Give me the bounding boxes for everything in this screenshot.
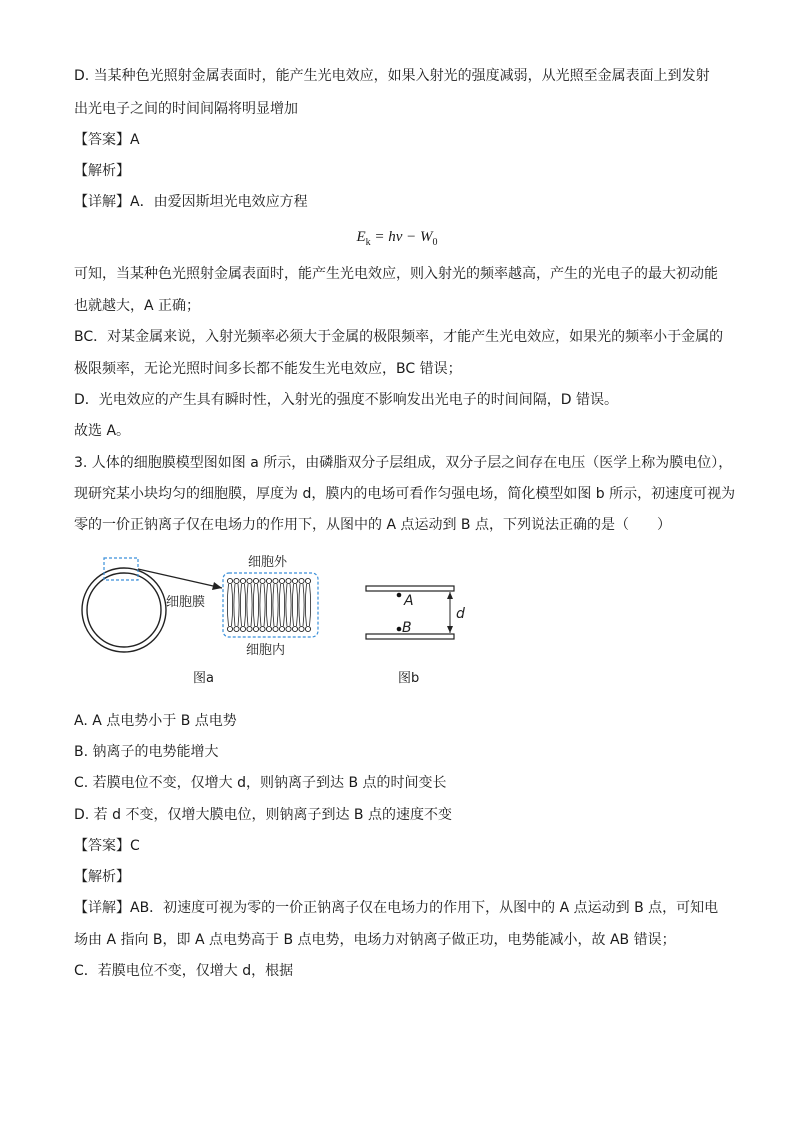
text-line: D. 当某种色光照射金属表面时，能产生光电效应，如果入射光的强度减弱，从光照至金属表面上到发射 [74, 68, 710, 84]
lipid-head [266, 578, 271, 583]
text-line: 故选 A。 [74, 423, 131, 439]
option-b: B. 钠离子的电势能增大 [74, 744, 219, 760]
lipid-head [247, 578, 252, 583]
lipid-tail [234, 584, 239, 626]
lipid-tail [260, 584, 265, 626]
point-b-label: B [402, 620, 412, 636]
lipid-head [266, 626, 271, 631]
figure-a [78, 548, 338, 660]
lipid-head [240, 626, 245, 631]
analysis-label: 【解析】 [74, 163, 130, 179]
lipid-head [247, 626, 252, 631]
lipid-head [227, 578, 232, 583]
lipid-head [253, 626, 258, 631]
lipid-head [305, 578, 310, 583]
arrow-down-icon [447, 626, 453, 633]
text-line: 【详解】AB．初速度可视为零的一价正钠离子仅在电场力的作用下，从图中的 A 点运动到 B 点，可知电 [74, 900, 719, 916]
text-line: 可知，当某种色光照射金属表面时，能产生光电效应，则入射光的频率越高，产生的光电子的最大初动能 [74, 266, 718, 282]
lipid-head [286, 578, 291, 583]
lipid-head [260, 578, 265, 583]
question-text: 零的一价正钠离子仅在电场力的作用下，从图中的 A 点运动到 B 点，下列说法正确的是（ ） [74, 517, 671, 533]
lipid-head [227, 626, 232, 631]
lipid-tail [247, 584, 252, 626]
lipid-tail [266, 584, 271, 626]
analysis-label: 【解析】 [74, 869, 130, 885]
text-line: 【详解】A．由爱因斯坦光电效应方程 [74, 194, 308, 210]
phospholipid-bilayer [227, 578, 310, 631]
lipid-head [305, 626, 310, 631]
point-a-label: A [404, 593, 414, 609]
text-line: 场由 A 指向 B，即 A 点电势高于 B 点电势，电场力对钠离子做正功，电势能减小，故 AB 错误； [74, 932, 676, 948]
equation: $E_k = h\nu - W_0$ [356, 229, 438, 248]
lipid-tail [305, 584, 310, 626]
point-b-dot [397, 627, 402, 632]
figure-a-caption: 图a [193, 671, 214, 686]
figure-b [360, 578, 470, 648]
lipid-head [234, 578, 239, 583]
lipid-tail [292, 584, 297, 626]
lipid-head [292, 578, 297, 583]
lipid-tail [240, 584, 245, 626]
lipid-head [299, 578, 304, 583]
cell-inner-circle [87, 573, 161, 647]
membrane-label: 细胞膜 [166, 595, 206, 610]
answer-label: 【答案】C [74, 838, 140, 854]
point-a-dot [397, 593, 402, 598]
outside-label: 细胞外 [248, 555, 288, 570]
text-line: BC．对某金属来说，入射光频率必须大于金属的极限频率，才能产生光电效应，如果光的频率小于金属的 [74, 329, 724, 345]
thickness-label: d [456, 606, 465, 622]
option-c: C. 若膜电位不变，仅增大 d，则钠离子到达 B 点的时间变长 [74, 775, 447, 791]
lipid-tail [299, 584, 304, 626]
lipid-head [279, 578, 284, 583]
lipid-head [299, 626, 304, 631]
option-a: A. A 点电势小于 B 点电势 [74, 713, 237, 729]
lipid-head [240, 578, 245, 583]
upper-plate [366, 586, 454, 591]
text-line: C．若膜电位不变，仅增大 d，根据 [74, 963, 294, 979]
lipid-tail [286, 584, 291, 626]
lipid-head [234, 626, 239, 631]
lipid-head [273, 578, 278, 583]
lipid-tail [253, 584, 258, 626]
lipid-head [273, 626, 278, 631]
text-line: 也就越大，A 正确； [74, 298, 201, 314]
question-text: 3. 人体的细胞膜模型图如图 a 所示，由磷脂双分子层组成，双分子层之间存在电压（医学上称为膜电位）， [74, 455, 733, 471]
text-line: D．光电效应的产生具有瞬时性，入射光的强度不影响发出光电子的时间间隔，D 错误。 [74, 392, 619, 408]
option-d: D. 若 d 不变，仅增大膜电位，则钠离子到达 B 点的速度不变 [74, 807, 452, 823]
lipid-head [279, 626, 284, 631]
text-line: 极限频率，无论光照时间多长都不能发生光电效应，BC 错误； [74, 361, 462, 377]
text-line: 出光电子之间的时间间隔将明显增加 [74, 101, 298, 117]
lipid-tail [279, 584, 284, 626]
arrow-head-icon [212, 582, 222, 590]
inside-label: 细胞内 [246, 643, 286, 658]
lipid-head [253, 578, 258, 583]
lipid-tail [227, 584, 232, 626]
lipid-head [292, 626, 297, 631]
lipid-head [286, 626, 291, 631]
lipid-head [260, 626, 265, 631]
answer-label: 【答案】A [74, 132, 140, 148]
lipid-tail [273, 584, 278, 626]
arrow-up-icon [447, 592, 453, 599]
question-text: 现研究某小块均匀的细胞膜，厚度为 d，膜内的电场可看作匀强电场，简化模型如图 b 所示，初速度可视为 [74, 486, 736, 502]
figure-b-caption: 图b [398, 671, 420, 686]
